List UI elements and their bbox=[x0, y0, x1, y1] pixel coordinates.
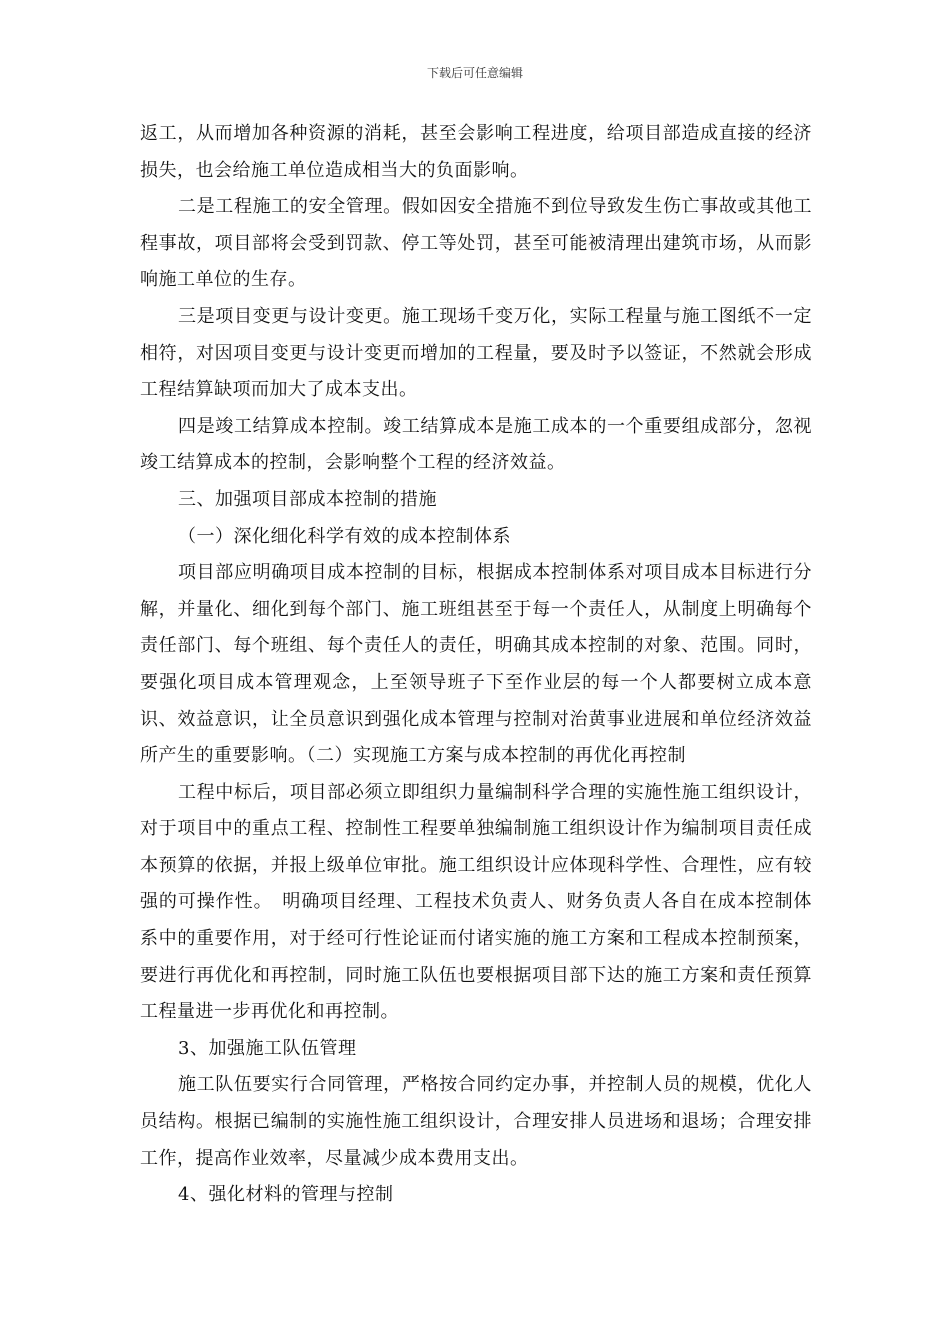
body-paragraph: 四是竣工结算成本控制。竣工结算成本是施工成本的一个重要组成部分，忽视竣工结算成本的控制，会影响整个工程的经济效益。 bbox=[140, 415, 812, 474]
body-paragraph: 二是工程施工的安全管理。假如因安全措施不到位导致发生伤亡事故或其他工程事故，项目部将会受到罚款、停工等处罚，甚至可能被清理出建筑市场，从而影响施工单位的生存。 bbox=[140, 196, 812, 291]
body-paragraph: 三是项目变更与设计变更。施工现场千变万化，实际工程量与施工图纸不一定相符，对因项目变更与设计变更而增加的工程量，要及时予以签证，不然就会形成工程结算缺项而加大了成本支出。 bbox=[140, 305, 812, 401]
document-body bbox=[140, 116, 812, 1214]
subsection-heading: 4、强化材料的管理与控制 bbox=[178, 1184, 394, 1206]
subsection-heading: 3、加强施工队伍管理 bbox=[178, 1037, 357, 1059]
subsection-heading: （一）深化细化科学有效的成本控制体系 bbox=[178, 525, 511, 547]
body-paragraph: 工程中标后，项目部必须立即组织力量编制科学合理的实施性施工组织设计，对于项目中的重点工程、控制性工程要单独编制施工组织设计作为编制项目责任成本预算的依据，并报上级单位审批。施工组织设计应体现科学性、合理性，应有较强的可操作性。 明确项目经理、工程技术负责人、财务负责人各自在成本控制体系中的重要作用，对于经可行性论证而付诸实施的施工方案和工程成本控制预案，要进行再优化和再控制，同时施工队伍也要根据项目部下达的施工方案和责任预算工程量进一步再优化和再控制。 bbox=[140, 781, 812, 1023]
section-heading: 三、加强项目部成本控制的措施 bbox=[178, 488, 437, 510]
body-paragraph: 项目部应明确项目成本控制的目标，根据成本控制体系对项目成本目标进行分解，并量化、细化到每个部门、施工班组甚至于每一个责任人，从制度上明确每个责任部门、每个班组、每个责任人的责任，明确其成本控制的对象、范围。同时，要强化项目成本管理观念，上至领导班子下至作业层的每一个人都要树立成本意识、效益意识，让全员意识到强化成本管理与控制对治黄事业进展和单位经济效益所产生的重要影响。（二）实现施工方案与成本控制的再优化再控制 bbox=[140, 562, 812, 767]
body-paragraph: 施工队伍要实行合同管理，严格按合同约定办事，并控制人员的规模，优化人员结构。根据已编制的实施性施工组织设计，合理安排人员进场和退场；合理安排工作，提高作业效率，尽量减少成本费用支出。 bbox=[140, 1074, 812, 1169]
body-paragraph: 返工，从而增加各种资源的消耗，甚至会影响工程进度，给项目部造成直接的经济损失，也会给施工单位造成相当大的负面影响。 bbox=[140, 123, 812, 181]
page-header: 下载后可任意编辑 bbox=[426, 66, 523, 80]
